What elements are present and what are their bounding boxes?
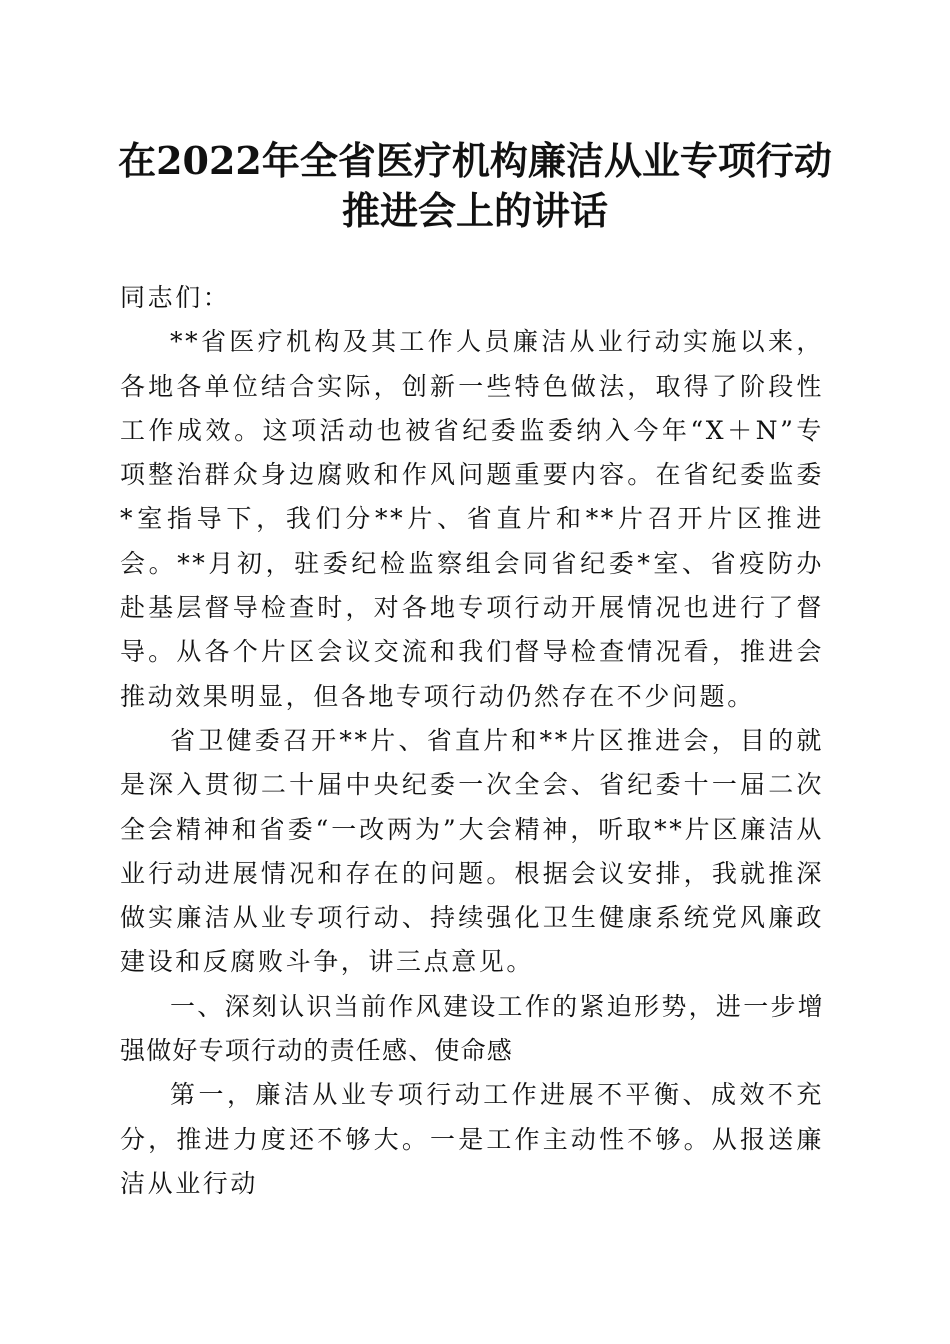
paragraph-meeting-purpose: 省卫健委召开**片、省直片和**片区推进会，目的就是深入贯彻二十届中央纪委一次全会、省纪委十一届二次全会精神和省委“一改两为”大会精神，听取**片区廉洁从业行动进展情况和存在的问题。根据会议安排，我就推深做实廉洁从业专项行动、持续强化卫生健康系统党风廉政建设和反腐败斗争，讲三点意见。 [120,725,824,977]
document-body [120,276,824,1206]
section-paragraph: 第一，廉洁从业专项行动工作进展不平衡、成效不充分，推进力度还不够大。一是工作主动性不够。从报送廉洁从业行动 [120,1080,824,1198]
salutation: 同志们： [120,283,231,312]
paragraph-intro: **省医疗机构及其工作人员廉洁从业行动实施以来，各地各单位结合实际，创新一些特色做法，取得了阶段性工作成效。这项活动也被省纪委监委纳入今年“X＋N”专项整治群众身边腐败和作风问题重要内容。在省纪委监委*室指导下，我们分**片、省直片和**片召开片区推进会。**月初，驻委纪检监察组会同省纪委*室、省疫防办赴基层督导检查时，对各地专项行动开展情况也进行了督导。从各个片区会议交流和我们督导检查情况看，推进会推动效果明显，但各地专项行动仍然存在不少问题。 [120,327,824,711]
section-heading: 一、深刻认识当前作风建设工作的紧迫形势，进一步增强做好专项行动的责任感、使命感 [120,991,824,1066]
document-title: 在2022年全省医疗机构廉洁从业专项行动推进会上的讲话 [118,138,832,233]
